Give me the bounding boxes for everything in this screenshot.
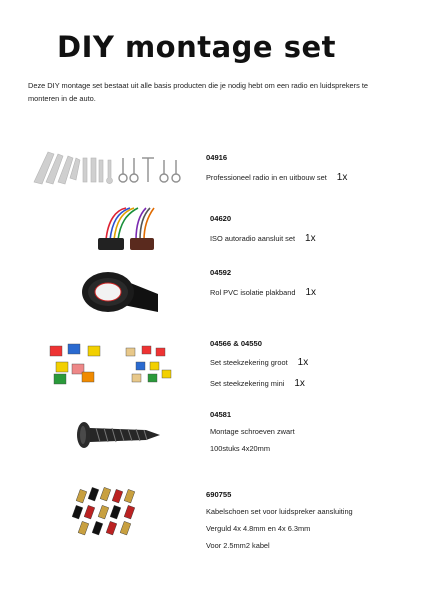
radio-removal-tools-icon bbox=[30, 148, 190, 188]
product-code: 04620 bbox=[210, 214, 232, 223]
product-desc: Voor 2.5mm2 kabel bbox=[206, 541, 270, 550]
product-desc: Verguld 4x 4.8mm en 4x 6.3mm bbox=[206, 524, 311, 533]
quantity: 1x bbox=[305, 233, 316, 244]
product-desc: Set steekzekering mini 1x bbox=[210, 378, 305, 389]
product-code: 04581 bbox=[210, 410, 232, 419]
product-code: 690755 bbox=[206, 490, 232, 499]
product-desc: Rol PVC isolatie plakband 1x bbox=[210, 287, 317, 298]
product-desc: 100stuks 4x20mm bbox=[210, 444, 270, 453]
product-desc: Kabelschoen set voor luidspreker aansluiting bbox=[206, 507, 353, 516]
product-code: 04592 bbox=[210, 268, 232, 277]
product-code: 04566 & 04550 bbox=[210, 339, 262, 348]
product-desc: Montage schroeven zwart bbox=[210, 427, 295, 436]
cable-lugs-icon bbox=[70, 484, 154, 540]
page-title: DIY montage set bbox=[57, 30, 336, 64]
quantity: 1x bbox=[336, 172, 348, 183]
product-desc: ISO autoradio aansluit set 1x bbox=[210, 233, 316, 244]
iso-connector-harness-icon bbox=[86, 200, 166, 255]
quantity: 1x bbox=[297, 357, 309, 368]
blade-fuses-icon bbox=[46, 340, 196, 388]
insulation-tape-icon bbox=[78, 264, 162, 316]
black-screw-icon bbox=[74, 420, 164, 450]
quantity: 1x bbox=[294, 378, 305, 389]
product-code: 04916 bbox=[206, 153, 228, 162]
product-desc: Professioneel radio in en uitbouw set 1x bbox=[206, 172, 348, 183]
quantity: 1x bbox=[305, 287, 317, 298]
intro-text: Deze DIY montage set bestaat uit alle basis producten die je nodig hebt om een radio en luidsprekers te monteren in de auto. bbox=[28, 81, 369, 103]
product-desc: Set steekzekering groot 1x bbox=[210, 357, 309, 368]
